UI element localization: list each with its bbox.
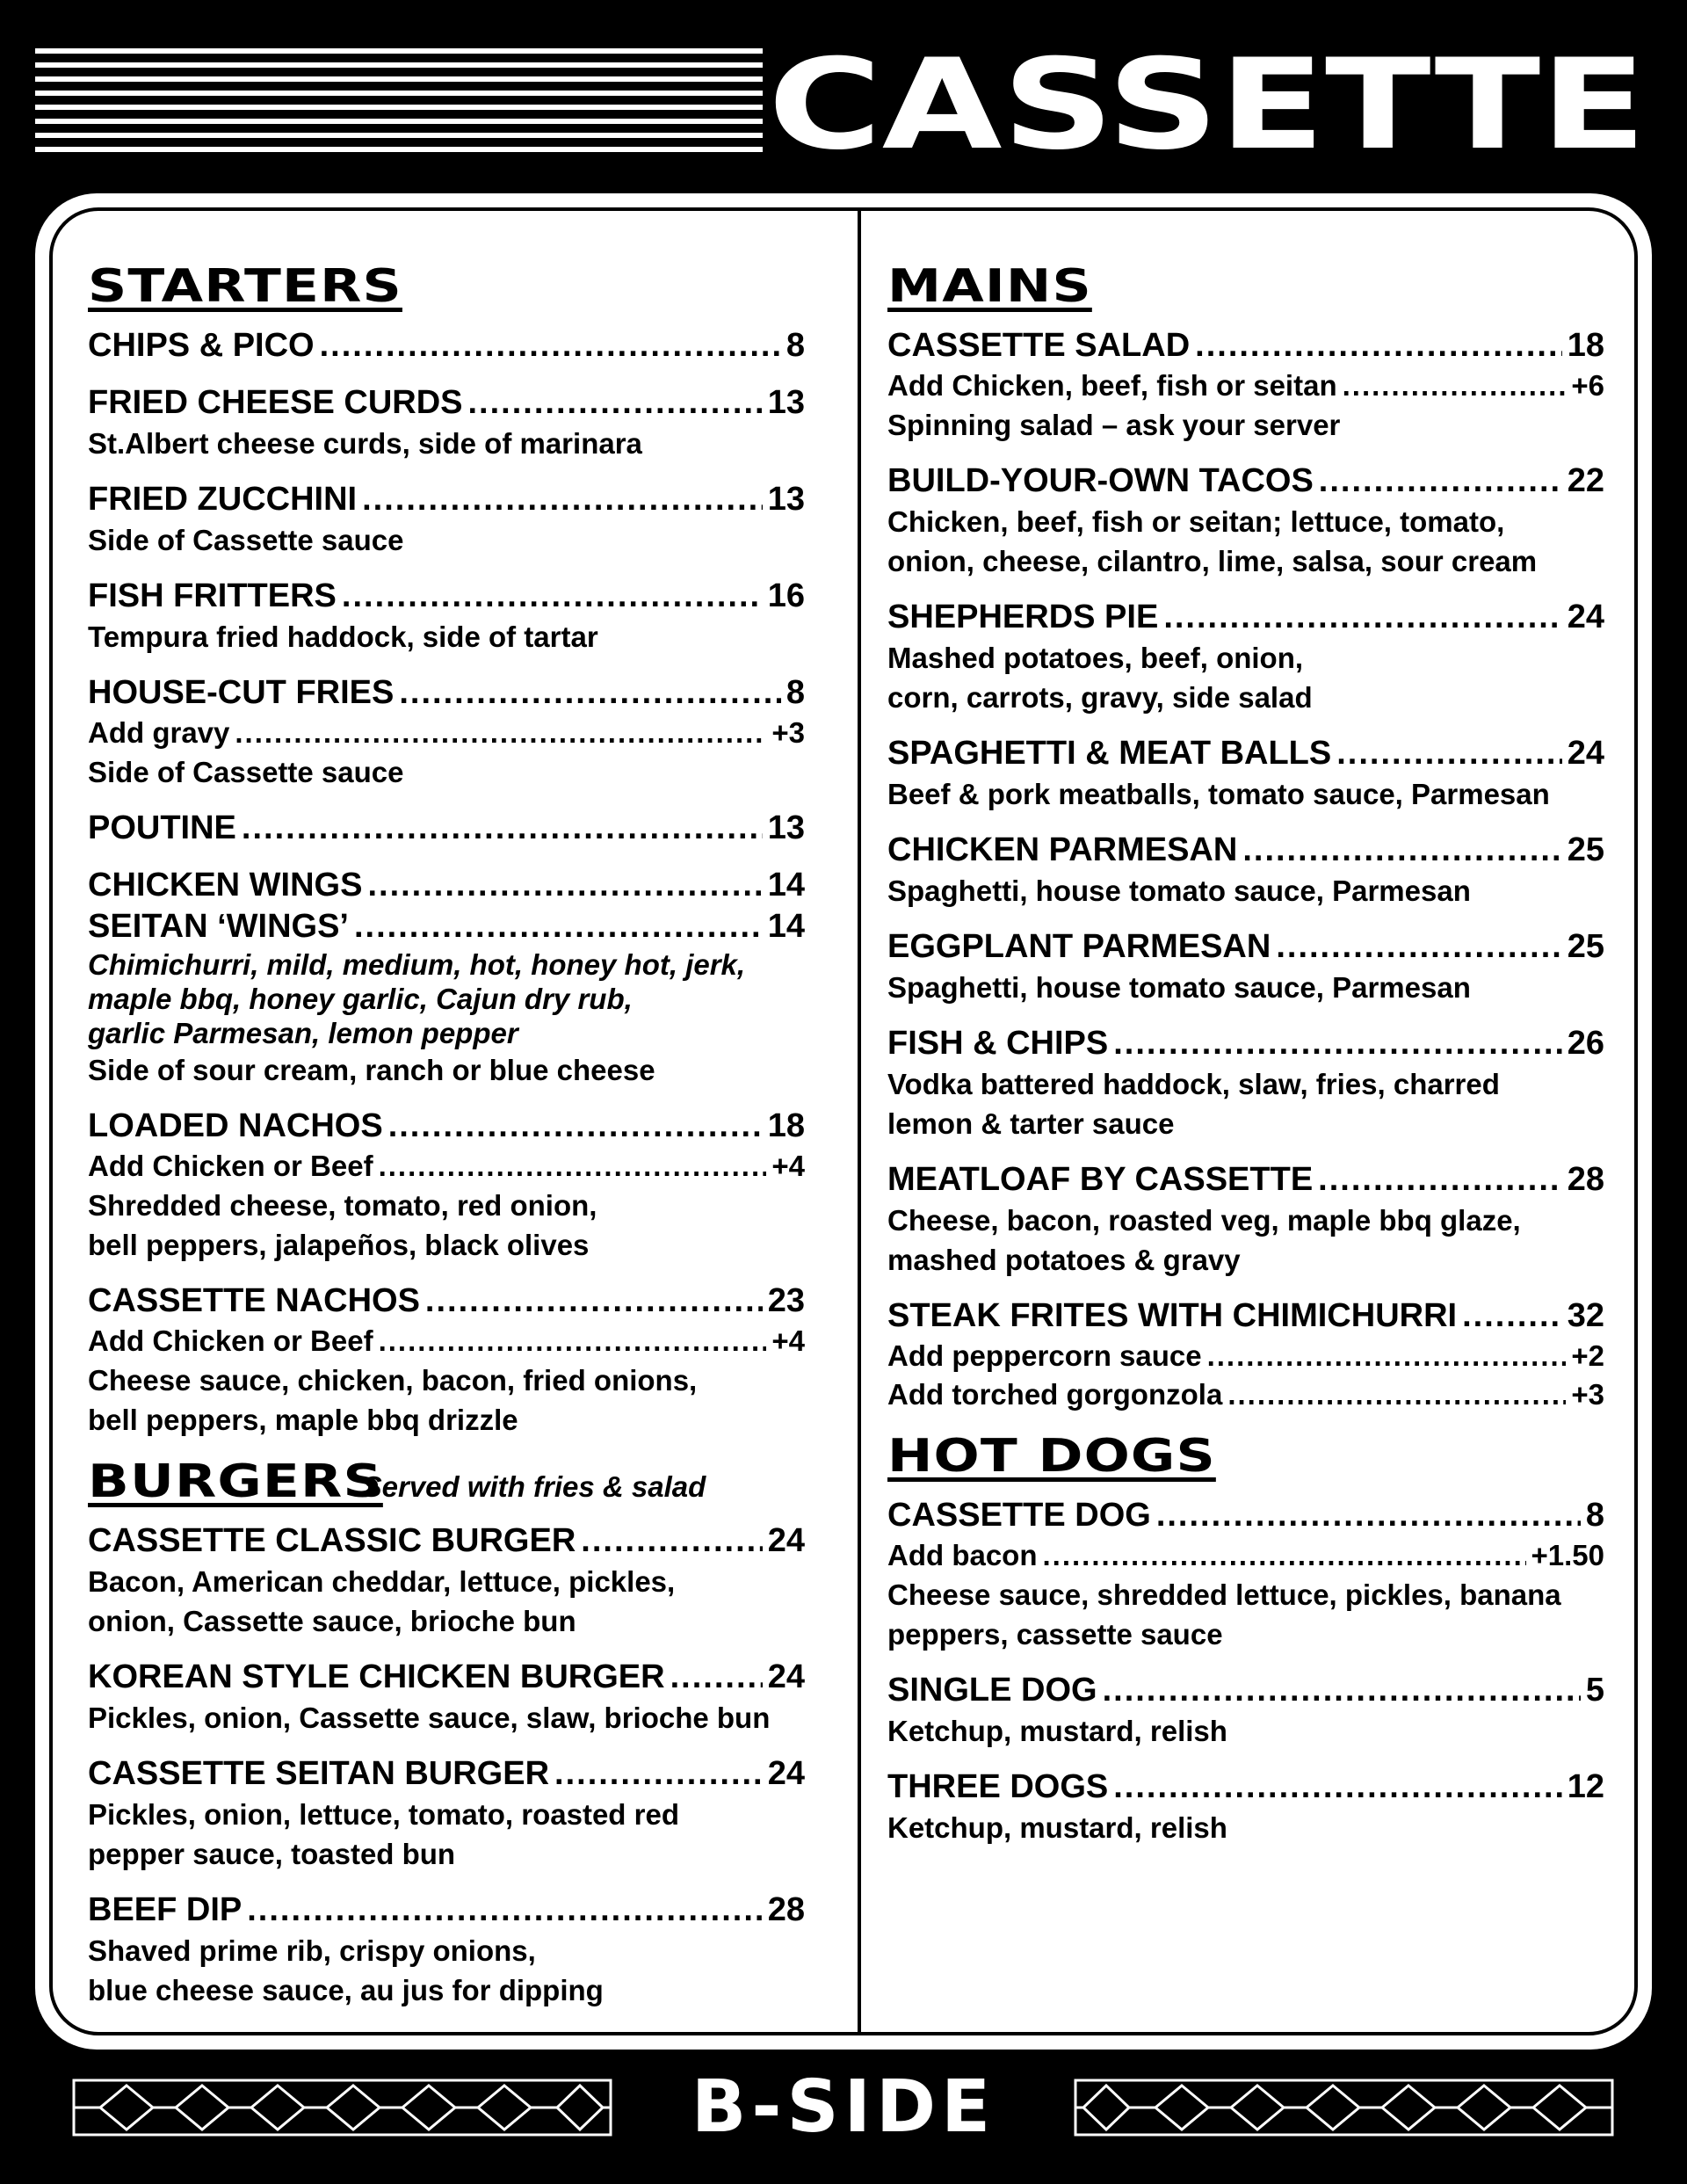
item-description: mashed potatoes & gravy <box>887 1244 1241 1276</box>
menu-item <box>887 1159 1604 1280</box>
section-title-starters: STARTERS <box>88 260 402 313</box>
section-title-hotdogs: HOT DOGS <box>887 1430 1216 1483</box>
menu-item <box>88 672 805 792</box>
menu-item <box>88 1281 805 1440</box>
menu-item <box>887 1670 1604 1751</box>
item-description: blue cheese sauce, au jus for dipping <box>88 1974 604 2006</box>
item-price: 24 <box>767 1658 805 1695</box>
item-name: BUILD-YOUR-OWN TACOS <box>887 462 1314 499</box>
item-price: 23 <box>767 1282 805 1319</box>
item-name: CHIPS & PICO <box>88 327 315 364</box>
menu-item <box>88 382 805 463</box>
item-price: 8 <box>786 327 805 364</box>
item-description: Mashed potatoes, beef, onion, <box>887 642 1304 674</box>
addon-name: Add gravy <box>88 716 230 749</box>
item-price: 8 <box>786 674 805 711</box>
item-name: CASSETTE SALAD <box>887 327 1191 364</box>
menu-item <box>887 1767 1604 1847</box>
item-description: Tempura fried haddock, side of tartar <box>88 620 598 653</box>
item-description: Vodka battered haddock, slaw, fries, charred <box>887 1068 1500 1100</box>
item-name: FISH & CHIPS <box>887 1025 1109 1062</box>
burgers-subtitle: Served with fries & salad <box>362 1470 706 1503</box>
addon-name: Add Chicken, beef, fish or seitan <box>887 369 1337 402</box>
item-description: peppers, cassette sauce <box>887 1618 1223 1651</box>
wing-flavours: garlic Parmesan, lemon pepper <box>88 1017 518 1049</box>
item-name: CASSETTE CLASSIC BURGER <box>88 1522 576 1559</box>
item-name: CHICKEN WINGS <box>88 867 363 903</box>
item-description: Spaghetti, house tomato sauce, Parmesan <box>887 874 1471 907</box>
item-price: 28 <box>1567 1161 1604 1198</box>
menu-item <box>88 1753 805 1874</box>
item-description: Beef & pork meatballs, tomato sauce, Parmesan <box>887 778 1550 810</box>
cassette-logo <box>763 35 1652 167</box>
menu-panel-inner <box>49 207 1638 2035</box>
menu-item <box>887 1295 1604 1414</box>
menu-item <box>88 1890 805 2010</box>
item-price: 28 <box>767 1891 805 1928</box>
item-description: corn, carrots, gravy, side salad <box>887 681 1313 714</box>
item-name: SEITAN ‘WINGS’ <box>88 908 349 945</box>
item-name: THREE DOGS <box>887 1768 1109 1805</box>
item-description: Side of Cassette sauce <box>88 756 404 788</box>
burgers-heading <box>88 1455 805 1508</box>
menu-item <box>887 733 1604 814</box>
menu-item <box>887 926 1604 1007</box>
item-description: Shaved prime rib, crispy onions, <box>88 1934 536 1967</box>
footer-diamond-band-right <box>1074 2079 1614 2137</box>
item-description: pepper sauce, toasted bun <box>88 1838 456 1870</box>
addon-price: +6 <box>1571 369 1604 402</box>
item-price: 26 <box>1567 1025 1604 1062</box>
item-name: STEAK FRITES WITH CHIMICHURRI <box>887 1297 1458 1334</box>
item-price: 24 <box>1567 735 1604 772</box>
menu-item <box>88 325 805 366</box>
item-price: 13 <box>767 384 805 421</box>
menu-item <box>887 1495 1604 1654</box>
item-price: 25 <box>1567 831 1604 868</box>
menu-item <box>88 1657 805 1738</box>
item-name: CASSETTE SEITAN BURGER <box>88 1755 550 1792</box>
menu-item <box>88 808 805 849</box>
item-name: FISH FRITTERS <box>88 577 337 614</box>
wing-flavours: Chimichurri, mild, medium, hot, honey hot, jerk, <box>88 948 746 981</box>
right-column <box>887 260 1604 1863</box>
item-description: onion, Cassette sauce, brioche bun <box>88 1605 576 1637</box>
menu-item <box>88 865 805 1090</box>
item-price: 8 <box>1585 1497 1604 1534</box>
addon-price: +2 <box>1571 1339 1604 1372</box>
item-name: KOREAN STYLE CHICKEN BURGER <box>88 1658 665 1695</box>
item-price: 25 <box>1567 928 1604 965</box>
menu-item <box>88 1106 805 1265</box>
item-description: Ketchup, mustard, relish <box>887 1811 1227 1844</box>
column-divider <box>858 211 861 2032</box>
addon-price: +1.50 <box>1531 1539 1604 1571</box>
item-description: onion, cheese, cilantro, lime, salsa, sour cream <box>887 545 1538 577</box>
addon-price: +3 <box>1571 1378 1604 1411</box>
item-price: 32 <box>1567 1297 1604 1334</box>
item-description: Spinning salad – ask your server <box>887 409 1341 441</box>
item-name: EGGPLANT PARMESAN <box>887 928 1271 965</box>
item-price: 14 <box>767 908 805 945</box>
item-description: St.Albert cheese curds, side of marinara <box>88 427 642 460</box>
section-title-mains: MAINS <box>887 260 1092 313</box>
item-name: SPAGHETTI & MEAT BALLS <box>887 735 1332 772</box>
menu-item <box>887 461 1604 581</box>
item-description: Bacon, American cheddar, lettuce, pickles, <box>88 1565 676 1598</box>
footer-diamond-band-left <box>72 2079 612 2137</box>
menu-item <box>887 325 1604 445</box>
item-name: SHEPHERDS PIE <box>887 599 1159 635</box>
item-description: Shredded cheese, tomato, red onion, <box>88 1189 597 1222</box>
item-description: bell peppers, jalapeños, black olives <box>88 1229 590 1261</box>
item-description: Cheese sauce, chicken, bacon, fried onions, <box>88 1364 698 1397</box>
addon-name: Add Chicken or Beef <box>88 1150 373 1182</box>
item-price: 24 <box>1567 599 1604 635</box>
item-description: Side of Cassette sauce <box>88 524 404 556</box>
item-price: 13 <box>767 809 805 846</box>
item-price: 14 <box>767 867 805 903</box>
addon-price: +4 <box>771 1324 805 1357</box>
item-name: CASSETTE NACHOS <box>88 1282 420 1319</box>
addon-price: +3 <box>771 716 805 749</box>
addon-name: Add peppercorn sauce <box>887 1339 1202 1372</box>
item-description: Chicken, beef, fish or seitan; lettuce, tomato, <box>887 505 1505 538</box>
item-name: HOUSE-CUT FRIES <box>88 674 395 711</box>
item-description: Pickles, onion, lettuce, tomato, roasted red <box>88 1798 679 1831</box>
menu-item <box>887 597 1604 717</box>
b-side-label: B-SIDE <box>691 2065 996 2149</box>
item-price: 13 <box>767 481 805 518</box>
item-name: LOADED NACHOS <box>88 1107 383 1144</box>
item-name: SINGLE DOG <box>887 1672 1097 1709</box>
item-price: 24 <box>767 1755 805 1792</box>
logo-text: CASSETTE <box>768 35 1647 167</box>
item-name: BEEF DIP <box>88 1891 243 1928</box>
item-description: Pickles, onion, Cassette sauce, slaw, brioche bun <box>88 1701 771 1734</box>
item-description: Side of sour cream, ranch or blue cheese <box>88 1054 655 1086</box>
header-stripes <box>35 48 800 163</box>
item-description: Spaghetti, house tomato sauce, Parmesan <box>887 971 1471 1004</box>
menu-item <box>887 830 1604 911</box>
item-description: lemon & tarter sauce <box>887 1107 1175 1140</box>
item-description: Ketchup, mustard, relish <box>887 1715 1227 1747</box>
addon-price: +4 <box>771 1150 805 1182</box>
item-price: 5 <box>1585 1672 1604 1709</box>
item-price: 18 <box>767 1107 805 1144</box>
item-name: MEATLOAF BY CASSETTE <box>887 1161 1314 1198</box>
item-price: 18 <box>1567 327 1604 364</box>
item-description: bell peppers, maple bbq drizzle <box>88 1404 518 1436</box>
menu-item <box>88 1520 805 1641</box>
item-price: 22 <box>1567 462 1604 499</box>
menu-item <box>887 1023 1604 1143</box>
addon-name: Add Chicken or Beef <box>88 1324 373 1357</box>
left-column <box>88 260 805 2026</box>
item-price: 12 <box>1567 1768 1604 1805</box>
addon-name: Add bacon <box>887 1539 1038 1571</box>
item-name: CHICKEN PARMESAN <box>887 831 1238 868</box>
item-description: Cheese, bacon, roasted veg, maple bbq glaze, <box>887 1204 1521 1237</box>
item-price: 16 <box>767 577 805 614</box>
menu-item <box>88 479 805 560</box>
item-description: Cheese sauce, shredded lettuce, pickles, banana <box>887 1578 1561 1611</box>
menu-panel <box>35 193 1652 2050</box>
item-name: FRIED ZUCCHINI <box>88 481 358 518</box>
menu-item <box>88 576 805 657</box>
item-price: 24 <box>767 1522 805 1559</box>
wing-flavours: maple bbq, honey garlic, Cajun dry rub, <box>88 983 633 1015</box>
item-name: CASSETTE DOG <box>887 1497 1151 1534</box>
addon-name: Add torched gorgonzola <box>887 1378 1223 1411</box>
section-title-burgers: BURGERS <box>88 1455 383 1508</box>
item-name: FRIED CHEESE CURDS <box>88 384 463 421</box>
item-name: POUTINE <box>88 809 236 846</box>
